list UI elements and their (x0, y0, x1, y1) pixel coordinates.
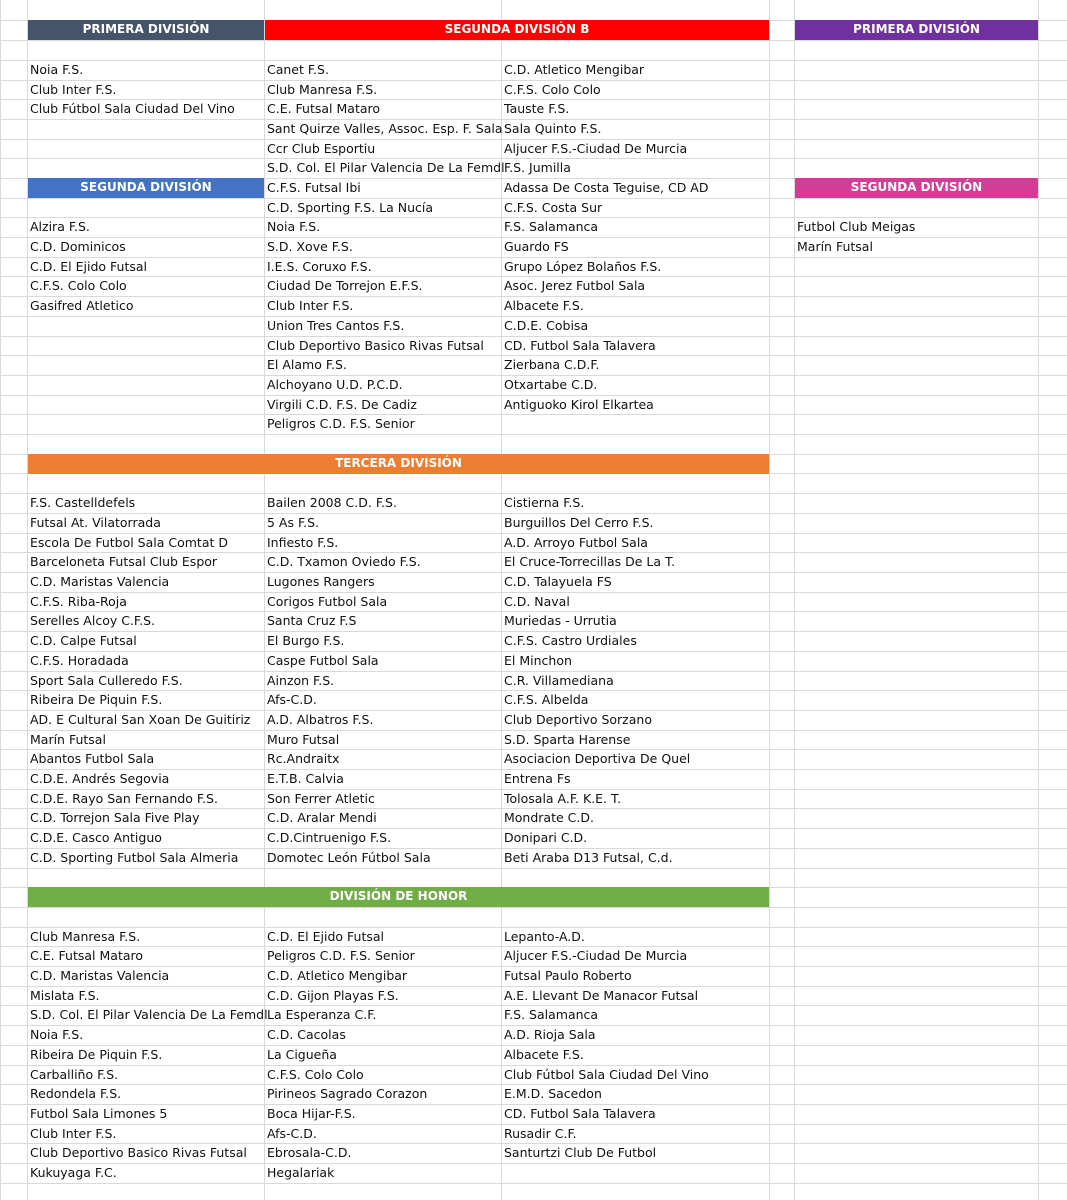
team-cell[interactable]: Muriedas - Urrutia (504, 613, 617, 628)
team-cell[interactable]: Pirineos Sagrado Corazon (267, 1086, 428, 1101)
team-cell[interactable]: La Cigueña (267, 1047, 337, 1062)
team-cell[interactable]: C.F.S. Albelda (504, 692, 589, 707)
team-cell[interactable]: Ribeira De Piquin F.S. (30, 692, 163, 707)
team-cell[interactable]: Son Ferrer Atletic (267, 791, 375, 806)
team-cell[interactable]: Mislata F.S. (30, 988, 100, 1003)
team-cell[interactable]: A.E. Llevant De Manacor Futsal (504, 988, 699, 1003)
team-cell[interactable]: Bailen 2008 C.D. F.S. (267, 495, 397, 510)
team-cell[interactable]: C.D. Torrejon Sala Five Play (30, 810, 200, 825)
team-cell[interactable]: Marín Futsal (30, 732, 106, 747)
team-cell[interactable]: C.D. El Ejido Futsal (30, 259, 147, 274)
team-cell[interactable]: Tolosala A.F. K.E. T. (504, 791, 622, 806)
team-cell[interactable]: Lepanto-A.D. (504, 929, 585, 944)
team-cell[interactable]: C.E. Futsal Mataro (30, 948, 144, 963)
team-cell[interactable]: E.T.B. Calvia (267, 771, 344, 786)
team-cell[interactable]: F.S. Jumilla (504, 160, 571, 175)
team-cell[interactable]: Alzira F.S. (30, 219, 90, 234)
team-cell[interactable]: Ainzon F.S. (267, 673, 335, 688)
team-cell[interactable]: AD. E Cultural San Xoan De Guitiriz (30, 712, 251, 727)
team-cell[interactable]: Club Fútbol Sala Ciudad Del Vino (30, 101, 235, 116)
section-header-division-de-honor: DIVISIÓN DE HONOR (28, 887, 769, 907)
team-cell[interactable]: Carballiño F.S. (30, 1067, 119, 1082)
team-cell[interactable]: C.D.E. Cobisa (504, 318, 589, 333)
team-cell[interactable]: Afs-C.D. (267, 692, 317, 707)
team-cell[interactable]: Guardo FS (504, 239, 569, 254)
team-cell[interactable]: Escola De Futbol Sala Comtat D (30, 535, 228, 550)
team-cell[interactable]: Tauste F.S. (504, 101, 570, 116)
team-cell[interactable]: Rc.Andraitx (267, 751, 340, 766)
team-cell[interactable]: Entrena Fs (504, 771, 571, 786)
team-cell[interactable]: C.F.S. Colo Colo (504, 82, 601, 97)
team-cell[interactable]: Club Fútbol Sala Ciudad Del Vino (504, 1067, 709, 1082)
team-cell[interactable]: Kukuyaga F.C. (30, 1165, 117, 1180)
team-cell[interactable]: Domotec León Fútbol Sala (267, 850, 431, 865)
section-header-segunda-division-b: SEGUNDA DIVISIÓN B (265, 20, 769, 40)
team-cell[interactable]: Serelles Alcoy C.F.S. (30, 613, 155, 628)
team-cell[interactable]: Muro Futsal (267, 732, 340, 747)
section-header-primera-division: PRIMERA DIVISIÓN (795, 20, 1038, 40)
section-header-segunda-division: SEGUNDA DIVISIÓN (28, 178, 264, 198)
section-header-tercera-division: TERCERA DIVISIÓN (28, 454, 769, 474)
team-cell[interactable]: Rusadir C.F. (504, 1126, 577, 1141)
team-cell[interactable]: C.D. Sporting F.S. La Nucía (267, 200, 434, 215)
team-cell[interactable]: C.D. El Ejido Futsal (267, 929, 384, 944)
team-cell[interactable]: Asociacion Deportiva De Quel (504, 751, 691, 766)
team-cell[interactable]: Caspe Futbol Sala (267, 653, 379, 668)
team-cell[interactable]: Ebrosala-C.D. (267, 1145, 352, 1160)
team-cell[interactable]: Sala Quinto F.S. (504, 121, 602, 136)
team-cell[interactable]: C.D. Aralar Mendi (267, 810, 377, 825)
team-cell[interactable]: Club Manresa F.S. (267, 82, 378, 97)
row-gridline (0, 40, 1067, 41)
team-cell[interactable]: Cistierna F.S. (504, 495, 585, 510)
team-cell[interactable]: Ccr Club Esportiu (267, 141, 376, 156)
team-cell[interactable]: Union Tres Cantos F.S. (267, 318, 405, 333)
team-cell[interactable]: C.D. Cacolas (267, 1027, 346, 1042)
team-cell[interactable]: Club Inter F.S. (30, 82, 117, 97)
team-cell[interactable]: Ribeira De Piquin F.S. (30, 1047, 163, 1062)
team-cell[interactable]: Albacete F.S. (504, 298, 584, 313)
team-cell[interactable]: Abantos Futbol Sala (30, 751, 155, 766)
team-cell[interactable]: Barceloneta Futsal Club Espor (30, 554, 218, 569)
team-cell[interactable]: 5 As F.S. (267, 515, 320, 530)
team-cell[interactable]: Boca Hijar-F.S. (267, 1106, 356, 1121)
team-cell[interactable]: C.D. Atletico Mengibar (267, 968, 408, 983)
team-cell[interactable]: C.F.S. Futsal Ibi (267, 180, 361, 195)
team-cell[interactable]: Club Inter F.S. (267, 298, 354, 313)
team-cell[interactable]: C.D. Naval (504, 594, 570, 609)
team-cell[interactable]: Hegalariak (267, 1165, 335, 1180)
section-header-segunda-division: SEGUNDA DIVISIÓN (795, 178, 1038, 198)
team-cell[interactable]: A.D. Rioja Sala (504, 1027, 596, 1042)
team-cell[interactable]: Mondrate C.D. (504, 810, 594, 825)
team-cell[interactable]: Ciudad De Torrejon E.F.S. (267, 278, 423, 293)
team-cell[interactable]: C.D. Maristas Valencia (30, 574, 170, 589)
team-cell[interactable]: Alchoyano U.D. P.C.D. (267, 377, 403, 392)
team-cell[interactable]: La Esperanza C.F. (267, 1007, 377, 1022)
team-cell[interactable]: C.F.S. Colo Colo (30, 278, 127, 293)
team-cell[interactable]: Club Manresa F.S. (30, 929, 141, 944)
team-cell[interactable]: S.D. Col. El Pilar Valencia De La Femdl (267, 160, 505, 175)
team-cell[interactable]: C.R. Villamediana (504, 673, 614, 688)
team-cell[interactable]: Santurtzi Club De Futbol (504, 1145, 657, 1160)
team-cell[interactable]: A.D. Arroyo Futbol Sala (504, 535, 648, 550)
team-cell[interactable]: C.D. Maristas Valencia (30, 968, 170, 983)
team-cell[interactable]: I.E.S. Coruxo F.S. (267, 259, 372, 274)
team-cell[interactable]: C.E. Futsal Mataro (267, 101, 381, 116)
team-cell[interactable]: C.D. Dominicos (30, 239, 126, 254)
team-cell[interactable]: El Burgo F.S. (267, 633, 345, 648)
team-cell[interactable]: Zierbana C.D.F. (504, 357, 600, 372)
team-cell[interactable]: Otxartabe C.D. (504, 377, 598, 392)
team-cell[interactable]: Aljucer F.S.-Ciudad De Murcia (504, 141, 688, 156)
team-cell[interactable]: Infiesto F.S. (267, 535, 339, 550)
team-cell[interactable]: Futsal Paulo Roberto (504, 968, 632, 983)
row-gridline (0, 907, 1067, 908)
team-cell[interactable]: Lugones Rangers (267, 574, 375, 589)
team-cell[interactable]: Redondela F.S. (30, 1086, 122, 1101)
team-cell[interactable]: S.D. Sparta Harense (504, 732, 631, 747)
team-cell[interactable]: C.F.S. Riba-Roja (30, 594, 127, 609)
team-cell[interactable]: C.D. Sporting Futbol Sala Almeria (30, 850, 239, 865)
team-cell[interactable]: Peligros C.D. F.S. Senior (267, 948, 415, 963)
team-cell[interactable]: El Minchon (504, 653, 572, 668)
team-cell[interactable]: C.D.E. Casco Antiguo (30, 830, 162, 845)
row-gridline (0, 434, 1067, 435)
column-gridline (1038, 0, 1039, 1200)
team-cell[interactable]: C.F.S. Horadada (30, 653, 129, 668)
team-cell[interactable]: C.F.S. Costa Sur (504, 200, 603, 215)
team-cell[interactable]: Peligros C.D. F.S. Senior (267, 416, 415, 431)
team-cell[interactable]: E.M.D. Sacedon (504, 1086, 602, 1101)
team-cell[interactable]: C.F.S. Colo Colo (267, 1067, 364, 1082)
team-cell[interactable]: Aljucer F.S.-Ciudad De Murcia (504, 948, 688, 963)
team-cell[interactable]: C.D. Atletico Mengibar (504, 62, 645, 77)
team-cell[interactable]: Futbol Sala Limones 5 (30, 1106, 168, 1121)
team-cell[interactable]: Burguillos Del Cerro F.S. (504, 515, 654, 530)
team-cell[interactable]: Antiguoko Kirol Elkartea (504, 397, 654, 412)
team-cell[interactable]: F.S. Salamanca (504, 1007, 599, 1022)
team-cell[interactable]: Afs-C.D. (267, 1126, 317, 1141)
team-cell[interactable]: C.D. Txamon Oviedo F.S. (267, 554, 421, 569)
team-cell[interactable]: Club Deportivo Sorzano (504, 712, 652, 727)
team-cell[interactable]: S.D. Col. El Pilar Valencia De La Femdl (30, 1007, 268, 1022)
team-cell[interactable]: Futsal At. Vilatorrada (30, 515, 161, 530)
team-cell[interactable]: Noia F.S. (267, 219, 321, 234)
row-gridline (0, 1183, 1067, 1184)
row-gridline (0, 868, 1067, 869)
section-header-primera-division: PRIMERA DIVISIÓN (28, 20, 264, 40)
team-cell[interactable]: Noia F.S. (30, 62, 84, 77)
team-cell[interactable]: Virgili C.D. F.S. De Cadiz (267, 397, 417, 412)
team-cell[interactable]: F.S. Salamanca (504, 219, 599, 234)
team-cell[interactable]: Corigos Futbol Sala (267, 594, 388, 609)
team-cell[interactable]: A.D. Albatros F.S. (267, 712, 374, 727)
team-cell[interactable]: C.F.S. Castro Urdiales (504, 633, 637, 648)
team-cell[interactable]: C.D.Cintruenigo F.S. (267, 830, 392, 845)
team-cell[interactable]: Santa Cruz F.S (267, 613, 357, 628)
column-gridline (0, 0, 1, 1200)
team-cell[interactable]: Marín Futsal (797, 239, 873, 254)
team-cell[interactable]: C.D.E. Rayo San Fernando F.S. (30, 791, 218, 806)
team-cell[interactable]: S.D. Xove F.S. (267, 239, 353, 254)
team-cell[interactable]: Futbol Club Meigas (797, 219, 916, 234)
team-cell[interactable]: Sant Quirze Valles, Assoc. Esp. F. Sala (267, 121, 503, 136)
team-cell[interactable]: Donipari C.D. (504, 830, 588, 845)
team-cell[interactable]: Club Deportivo Basico Rivas Futsal (267, 338, 484, 353)
team-cell[interactable]: Albacete F.S. (504, 1047, 584, 1062)
team-cell[interactable]: Noia F.S. (30, 1027, 84, 1042)
team-cell[interactable]: C.D.E. Andrés Segovia (30, 771, 170, 786)
team-cell[interactable]: El Cruce-Torrecillas De La T. (504, 554, 676, 569)
team-cell[interactable]: Club Inter F.S. (30, 1126, 117, 1141)
team-cell[interactable]: Sport Sala Culleredo F.S. (30, 673, 183, 688)
team-cell[interactable]: CD. Futbol Sala Talavera (504, 1106, 656, 1121)
team-cell[interactable]: Canet F.S. (267, 62, 329, 77)
team-cell[interactable]: Beti Araba D13 Futsal, C.d. (504, 850, 673, 865)
team-cell[interactable]: C.D. Calpe Futsal (30, 633, 137, 648)
team-cell[interactable]: Adassa De Costa Teguise, CD AD (504, 180, 709, 195)
team-cell[interactable]: Club Deportivo Basico Rivas Futsal (30, 1145, 247, 1160)
team-cell[interactable]: C.D. Gijon Playas F.S. (267, 988, 399, 1003)
team-cell[interactable]: Gasifred Atletico (30, 298, 134, 313)
team-cell[interactable]: El Alamo F.S. (267, 357, 347, 372)
team-cell[interactable]: Asoc. Jerez Futbol Sala (504, 278, 646, 293)
team-cell[interactable]: C.D. Talayuela FS (504, 574, 612, 589)
team-cell[interactable]: Grupo López Bolaños F.S. (504, 259, 662, 274)
team-cell[interactable]: CD. Futbol Sala Talavera (504, 338, 656, 353)
team-cell[interactable]: F.S. Castelldefels (30, 495, 136, 510)
